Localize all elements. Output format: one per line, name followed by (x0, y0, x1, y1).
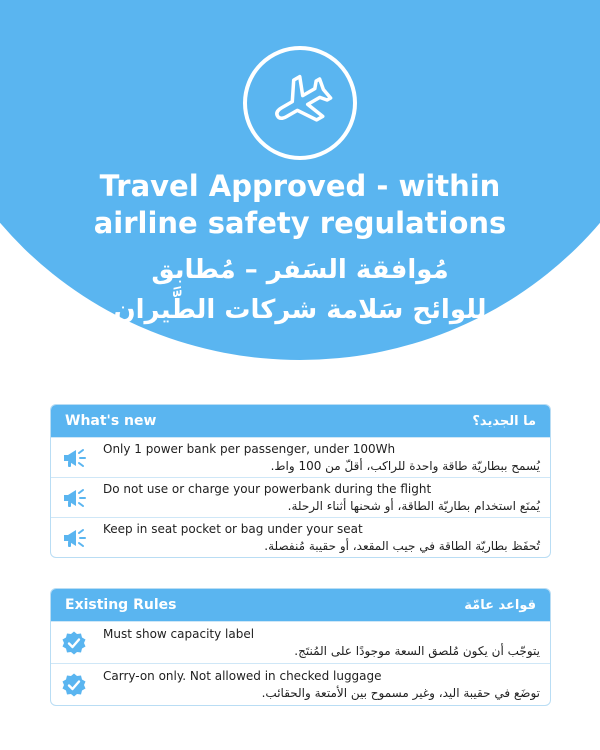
whats-new-card (50, 404, 551, 558)
item-text-ar: يتوجّب أن يكون مُلصق السعة موجودًا على المُنتَج. (294, 643, 540, 658)
check-badge-icon (61, 672, 103, 698)
item-text-ar: تُحفَظ بطاريّة الطاقة في جيب المقعد، أو حقيبة مُنفصلة. (264, 538, 540, 553)
whats-new-title-en: What's new (65, 413, 157, 429)
item-text-en: Only 1 power bank per passenger, under 100Wh (103, 441, 396, 456)
list-item (51, 663, 550, 705)
whats-new-header (51, 405, 550, 437)
list-item (51, 517, 550, 557)
airplane-icon (264, 67, 336, 139)
existing-rules-header (51, 589, 550, 621)
megaphone-icon (61, 485, 103, 511)
item-text-ar: يُمنَع استخدام بطاريّة الطاقة، أو شحنها أثناء الرحلة. (287, 498, 540, 513)
list-item (51, 477, 550, 517)
item-text-ar: توضَع في حقيبة اليد، وغير مسموح بين الأمتعة والحقائب. (261, 685, 540, 700)
megaphone-icon (61, 525, 103, 551)
item-text-en: Carry-on only. Not allowed in checked luggage (103, 668, 382, 683)
page-title-arabic (0, 250, 600, 330)
title-en-line1: Travel Approved - within (99, 169, 501, 203)
whats-new-title-ar: ما الجديد؟ (472, 413, 536, 429)
item-text-en: Must show capacity label (103, 626, 255, 641)
existing-rules-card (50, 588, 551, 706)
megaphone-icon (61, 445, 103, 471)
existing-rules-title-ar: قواعد عامّة (464, 597, 536, 613)
existing-rules-title-en: Existing Rules (65, 597, 177, 613)
list-item (51, 437, 550, 477)
item-text-en: Do not use or charge your powerbank during the flight (103, 481, 432, 496)
check-badge-icon (61, 630, 103, 656)
item-text-ar: يُسمح ببطاريّة طاقة واحدة للراكب، أقلّ من 100 واط. (270, 458, 540, 473)
title-ar-line1: مُوافقة السَفر – مُطابق (151, 255, 449, 285)
page-title-english (0, 168, 600, 242)
airplane-icon-badge (243, 46, 357, 160)
list-item (51, 621, 550, 663)
item-text-en: Keep in seat pocket or bag under your seat (103, 521, 363, 536)
title-en-line2: airline safety regulations (93, 206, 507, 240)
hero (0, 0, 600, 340)
title-ar-line2: لِلوائح سَلامة شركات الطَّيران (113, 295, 487, 325)
